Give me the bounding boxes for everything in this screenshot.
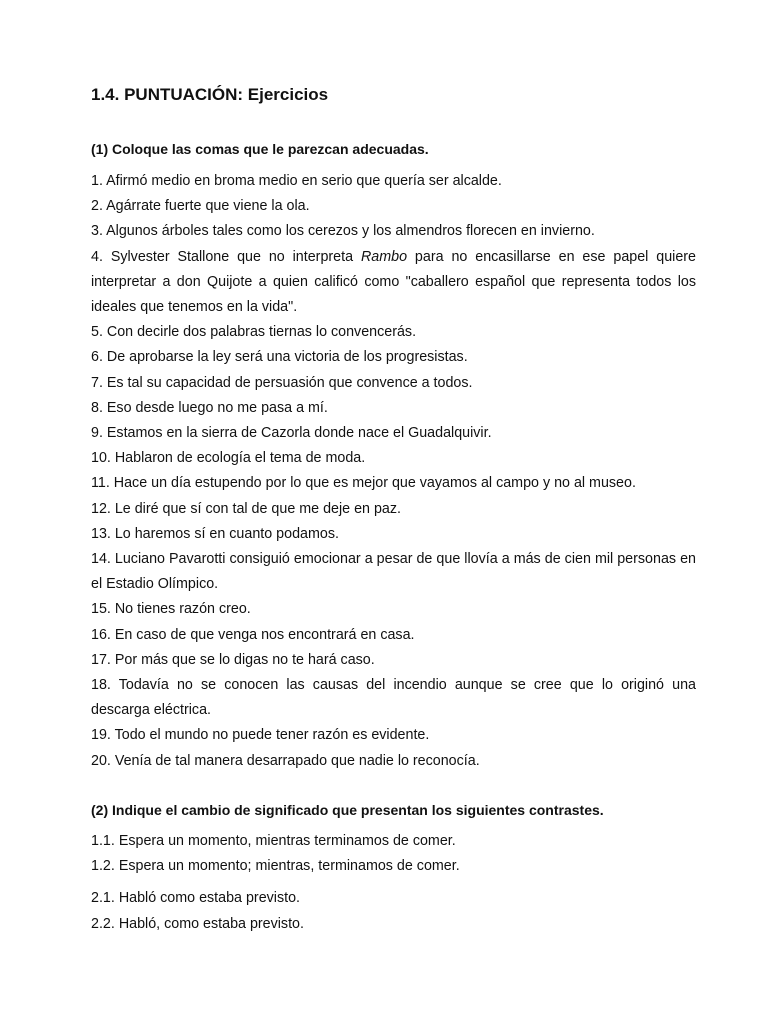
exercise-item: 15. No tienes razón creo. xyxy=(91,601,251,618)
exercise-item: 6. De aprobarse la ley será una victoria de los progresistas. xyxy=(91,349,468,366)
contrast-pair xyxy=(91,829,696,879)
exercise-item: 10. Hablaron de ecología el tema de moda. xyxy=(91,450,366,467)
contrast-pair xyxy=(91,886,696,936)
exercise-item: 18. Todavía no se conocen las causas del incendio aunque se cree que lo originó una descarga eléctrica. xyxy=(91,677,696,719)
exercise-item: 9. Estamos en la sierra de Cazorla donde nace el Guadalquivir. xyxy=(91,425,492,442)
contrast-sentence: 1.2. Espera un momento; mientras, terminamos de comer. xyxy=(91,858,460,875)
exercise-item: 1. Afirmó medio en broma medio en serio que quería ser alcalde. xyxy=(91,173,502,189)
exercise-item: 12. Le diré que sí con tal de que me deje en paz. xyxy=(91,500,401,517)
exercise-item-italic: Rambo xyxy=(360,248,408,265)
exercise-item: 14. Luciano Pavarotti consiguió emocionar a pesar de que llovía a más de cien mil personas en el Estadio Olímpico. xyxy=(91,551,696,593)
contrast-sentence: 1.1. Espera un momento, mientras terminamos de comer. xyxy=(91,833,456,849)
exercise-item-text: para no encasillarse en ese papel quiere interpretar a don Quijote a quien calificó como "caballero español que representa todos los ideales que tenemos en la vida". xyxy=(91,248,697,316)
exercise-1-heading: (1) Coloque las comas que le parezcan adecuadas. xyxy=(91,141,429,157)
exercise-item: 20. Venía de tal manera desarrapado que nadie lo reconocía. xyxy=(91,752,480,769)
contrast-sentence: 2.1. Habló como estaba previsto. xyxy=(91,890,301,907)
exercise-item xyxy=(91,245,696,321)
exercise-2-heading: (2) Indique el cambio de significado que presentan los siguientes contrastes. xyxy=(91,802,604,818)
exercise-item: 16. En caso de que venga nos encontrará en casa. xyxy=(91,626,415,643)
exercise-2-pairs xyxy=(91,829,696,944)
exercise-item: 19. Todo el mundo no puede tener razón es evidente. xyxy=(91,727,430,744)
exercise-item: 13. Lo haremos sí en cuanto podamos. xyxy=(91,525,339,542)
exercise-item-text: 4. Sylvester Stallone que no interpreta xyxy=(91,248,361,265)
exercise-item: 17. Por más que se lo digas no te hará caso. xyxy=(91,651,375,668)
exercise-item: 5. Con decirle dos palabras tiernas lo convencerás. xyxy=(91,324,417,341)
contrast-sentence: 2.2. Habló, como estaba previsto. xyxy=(91,915,304,932)
exercise-item: 3. Algunos árboles tales como los cerezos y los almendros florecen en invierno. xyxy=(91,223,595,240)
exercise-1-list xyxy=(91,169,696,774)
exercise-item: 7. Es tal su capacidad de persuasión que convence a todos. xyxy=(91,374,473,391)
exercise-item: 2. Agárrate fuerte que viene la ola. xyxy=(91,198,310,215)
exercise-item: 8. Eso desde luego no me pasa a mí. xyxy=(91,399,328,416)
page-title: 1.4. PUNTUACIÓN: Ejercicios xyxy=(91,85,329,104)
exercise-item: 11. Hace un día estupendo por lo que es mejor que vayamos al campo y no al museo. xyxy=(91,475,636,492)
